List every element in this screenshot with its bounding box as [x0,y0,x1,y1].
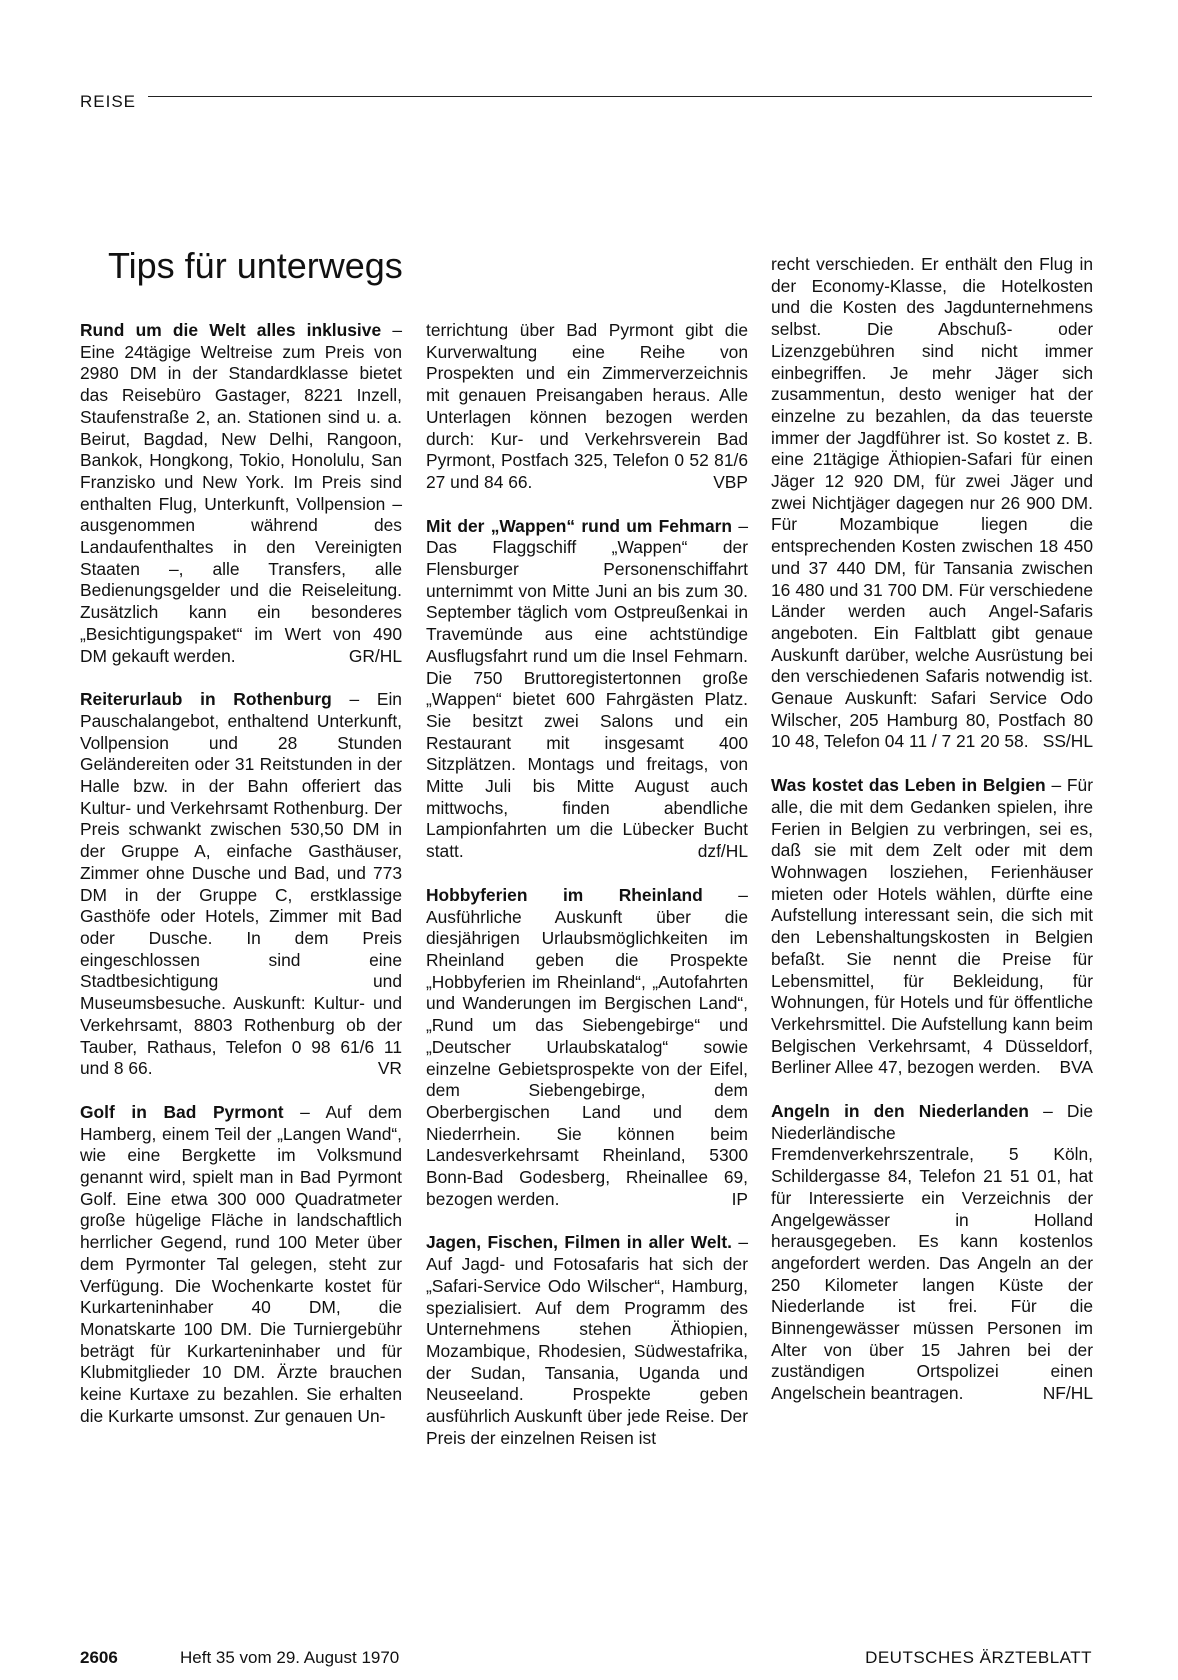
article-text: terrichtung über Bad Pyrmont gibt die Kurverwaltung eine Reihe von Prospekten und ein Zimmerverzeichnis mit genauen Preisangaben heraus. Alle Unterlagen können bezogen werden durch: Kur- und Verkehrsverein Bad Pyrmont, Postfach 325, Telefon 0 52 81/6 27 und 84 66. [426,320,748,492]
article-text: – Ein Pauschalangebot, enthaltend Unterkunft, Vollpension und 28 Stunden Geländereiten oder 31 Reitstunden in der Halle bzw. in der Bahn offeriert das Kultur- und Verkehrsamt Rothenburg. Der Preis schwankt zwischen 530,50 DM in der Gruppe A, einfache Gasthäuser, Zimmer ohne Dusche und Bad, und 773 DM in der Gruppe C, erstklassige Gasthöfe oder Hotels, Zimmer mit Bad oder Dusche. In dem Preis eingeschlossen sind eine Stadtbesichtigung und Museumsbesuche. Auskunft: Kultur- und Verkehrsamt, 8803 Rothenburg ob der Tauber, Rathaus, Telefon 0 98 61/6 11 und 8 66. [80,689,402,1079]
column-2 [426,320,748,1471]
journal-name: DEUTSCHES ÄRZTEBLATT [865,1648,1092,1667]
article-text: – Ausführliche Auskunft über die diesjährigen Urlaubsmöglichkeiten im Rheinland geben die Prospekte „Hobbyferien im Rheinland“, „Autofahrten und Wanderungen im Bergischen Land“, „Rund um das Siebengebirge“ und „Deutscher Urlaubskatalog“ sowie einzelne Gebietsprospekte von der Eifel, dem Siebengebirge, dem Oberbergischen Land und dem Niederrhein. Sie können beim Landesverkehrsamt Rheinland, 5300 Bonn-Bad Godesberg, Rheinallee 69, bezogen werden. [426,884,748,1209]
article-paragraph [426,516,748,863]
article-text: – Das Flaggschiff „Wappen“ der Flensburger Personenschiffahrt unternimmt von Mitte Juni an bis zum 30. September täglich vom Ostpreußenkai in Travemünde aus eine achtstündige Ausflugsfahrt rund um die Insel Fehmarn. Die 750 Bruttoregistertonnen große „Wappen“ bietet 600 Fahrgästen Platz. Sie besitzt zwei Salons und ein Restaurant mit insgesamt 400 Sitzplätzen. Montags und freitags, von Mitte Juli bis Mitte August auch mittwochs, finden abendliche Lampionfahrten um die Lübecker Bucht statt. [426,515,748,862]
article-signature: IP [731,1188,748,1209]
article-paragraph [771,775,1093,1079]
article-text: – Eine 24tägige Weltreise zum Preis von 2980 DM in der Standardklasse bietet das Reisebüro Gastager, 8221 Inzell, Staufenstraße 2, an. Stationen sind u. a. Beirut, Bagdad, New Delhi, Rangoon, Bankok, Hongkong, Tokio, Honolulu, San Franzisko und New York. Im Preis sind enthalten Flug, Unterkunft, Vollpension – ausgenommen während des Landaufenthaltes in den Vereinigten Staaten –, alle Transfers, alle Bedienungsgelder und die Reiseleitung. Zusätzlich kann ein besonderes „Besichtigungspaket“ im Wert von 490 DM gekauft werden. [80,320,402,666]
article-heading: Angeln in den Niederlanden [771,1101,1029,1122]
article-signature: GR/HL [348,645,402,666]
article-heading: Rund um die Welt alles inklusive [80,320,382,340]
article-paragraph [80,1102,402,1428]
header-rule [148,96,1092,97]
article-signature: SS/HL [1042,731,1093,752]
article-paragraph [426,1232,748,1449]
section-label: REISE [80,92,137,111]
page-title: Tips für unterwegs [108,245,403,286]
article-paragraph [426,320,748,494]
article-text: – Die Niederländische Fremdenverkehrszentrale, 5 Köln, Schildergasse 84, Telefon 21 51 01, hat für Interessierte ein Verzeichnis der Angelgewässer in Holland herausgegeben. Es kann kostenlos angefordert werden. Das Angeln an der 250 Kilometer langen Küste der Niederlande ist frei. Für die Binnengewässer müssen Personen im Alter von über 15 Jahren bei der zuständigen Ortspolizei einen Angelschein beantragen. [771,1101,1094,1404]
article-text: – Auf dem Hamberg, einem Teil der „Langen Wand“, wie eine Bergkette im Volksmund genannt wird, spielt man in Bad Pyrmont Golf. Eine etwa 300 000 Quadratmeter große hügelige Fläche in landschaftlich herrlicher Gegend, rund 100 Meter über dem Pyrmonter Tal gelegen, steht zur Verfügung. Die Wochenkarte kostet für Kurkarteninhaber 40 DM, die Monatskarte 100 DM. Die Turniergebühr beträgt für Kurkarteninhaber und für Klubmitglieder 10 DM. Ärzte brauchen keine Kurtaxe zu bezahlen. Sie erhalten die Kurkarte umsonst. Zur genauen Un- [80,1101,402,1426]
article [80,320,402,667]
article-text: – Für alle, die mit dem Gedanken spielen, ihre Ferien in Belgien zu verbringen, sei es, daß sie mit dem Zelt oder mit dem Wohnwagen losziehen, Ferienhäuser mieten oder Hotels wählen, dürfte eine Aufstellung interessant sein, die sich mit den Lebenshaltungskosten in Belgien befaßt. Sie nennt die Preise für Lebensmittel, für Bekleidung, für Wohnungen, für Hotels und für öffentliche Verkehrsmittel. Die Aufstellung kann beim Belgischen Verkehrsamt, 4 Düsseldorf, Berliner Allee 47, bezogen werden. [771,775,1094,1078]
article [426,320,748,494]
article [426,885,748,1211]
article [771,254,1093,753]
article-heading: Golf in Bad Pyrmont [80,1101,284,1122]
article-heading: Reiterurlaub in Rothenburg [80,689,332,710]
article [426,1232,748,1449]
article-signature: VR [377,1058,402,1079]
article-signature: NF/HL [1042,1383,1093,1404]
article-signature: dzf/HL [697,841,748,862]
article-paragraph [426,885,748,1211]
article-paragraph [80,689,402,1080]
column-3 [771,254,1093,1427]
article-heading: Hobbyferien im Rheinland [426,884,703,905]
article-signature: BVA [1059,1057,1093,1078]
column-1 [80,320,402,1449]
article [80,689,402,1080]
article [80,1102,402,1428]
article [426,516,748,863]
article-paragraph [771,1101,1093,1405]
issue-info: Heft 35 vom 29. August 1970 [180,1648,400,1667]
article-paragraph [771,254,1093,753]
article [771,775,1093,1079]
page-number: 2606 [80,1648,118,1667]
article-heading: Jagen, Fischen, Filmen in aller Welt. [426,1232,732,1253]
article-text: – Auf Jagd- und Fotosafaris hat sich der „Safari-Service Odo Wilscher“, Hamburg, spezialisiert. Auf dem Programm des Unternehmens stehen Äthiopien, Mozambique, Rhodesien, Südwestafrika, der Sudan, Tansania, Uganda und Neuseeland. Prospekte geben ausführlich Auskunft über jede Reise. Der Preis der einzelnen Reisen ist [426,1232,748,1448]
article-signature: VBP [713,471,748,492]
article-heading: Mit der „Wappen“ rund um Fehmarn [426,515,733,536]
article-paragraph [80,320,402,667]
article-heading: Was kostet das Leben in Belgien [771,775,1046,796]
article-text: recht verschieden. Er enthält den Flug in der Economy-Klasse, die Hotelkosten und die Kosten des Jagdunternehmens selbst. Die Abschuß- oder Lizenzgebühren sind nicht immer einbegriffen. Je mehr Jäger sich zusammentun, desto weniger hat der einzelne zu bezahlen, da das teuerste immer der Jagdführer ist. So kostet z. B. eine 21tägige Äthiopien-Safari für einen Jäger 12 920 DM, für zwei Jäger und zwei Nichtjäger dagegen nur 26 900 DM. Für Mozambique liegen die entsprechenden Kosten zwischen 18 450 und 37 440 DM, für Tansania zwischen 16 480 und 31 700 DM. Für verschiedene Länder werden auch Angel-Safaris angeboten. Ein Faltblatt gibt genaue Auskunft darüber, welche Ausrüstung bei den verschiedenen Safaris notwendig ist. Genaue Auskunft: Safari Service Odo Wilscher, 205 Hamburg 80, Postfach 80 10 48, Telefon 04 11 / 7 21 20 58. [771,254,1093,752]
article [771,1101,1093,1405]
